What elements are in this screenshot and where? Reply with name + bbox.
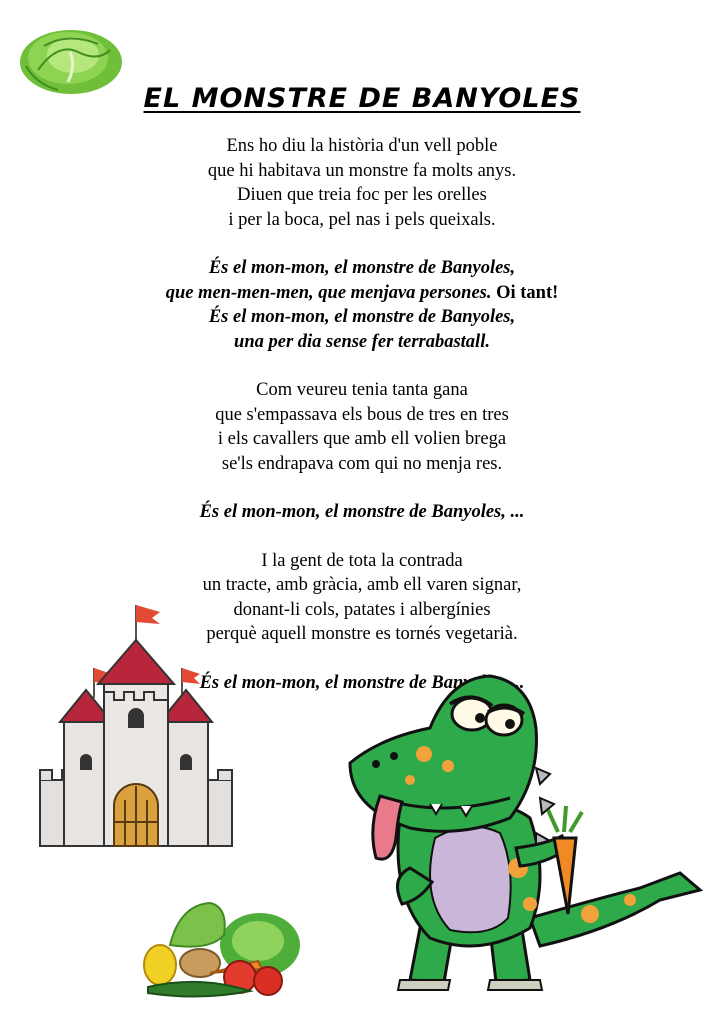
lyric-line: És el mon-mon, el monstre de Banyoles, <box>208 258 516 278</box>
chorus-repeat <box>0 500 724 525</box>
chorus <box>0 256 724 354</box>
exclamation: Oi tant! <box>496 282 559 303</box>
lyric-line: És el mon-mon, el monstre de Banyoles, ... <box>199 672 525 693</box>
lyric-line: Diuen que treia foc per les orelles <box>237 185 487 205</box>
lyric-line: Ens ho diu la història d'un vell poble <box>226 136 498 156</box>
vegetables-pile-icon <box>140 895 310 1000</box>
castle-icon <box>36 600 236 850</box>
lyric-line <box>0 281 724 306</box>
lyric-line: Com veureu tenia tanta gana <box>256 380 468 400</box>
verse-1 <box>0 134 724 232</box>
lyric-line: perquè aquell monstre es tornés vegetarià. <box>206 624 518 644</box>
verse-2 <box>0 378 724 476</box>
lyric-line: I la gent de tota la contrada <box>261 550 463 571</box>
lyric-line: donant-li cols, patates i albergínies <box>233 599 491 620</box>
lyric-line: És el mon-mon, el monstre de Banyoles, <box>208 307 516 327</box>
lyric-line: És el mon-mon, el monstre de Banyoles, ... <box>199 502 525 522</box>
lyric-line: un tracte, amb gràcia, amb ell varen signar, <box>202 575 522 595</box>
lyric-line: se'ls endrapava com qui no menja res. <box>221 453 503 474</box>
lyric-line: i els cavallers que amb ell volien brega <box>217 429 507 449</box>
green-dragon-with-carrot-icon <box>340 668 705 1000</box>
lyric-line: que hi habitava un monstre fa molts anys. <box>207 160 517 181</box>
page-title: EL MONSTRE DE BANYOLES <box>143 83 581 114</box>
lyric-line: una per dia sense fer terrabastall. <box>234 331 490 352</box>
lyric-line: que s'empassava els bous de tres en tres <box>215 404 509 425</box>
lyric-line-text: que men-men-men, que menjava persones. <box>165 282 492 303</box>
lyric-line: i per la boca, pel nas i pels queixals. <box>228 209 496 230</box>
